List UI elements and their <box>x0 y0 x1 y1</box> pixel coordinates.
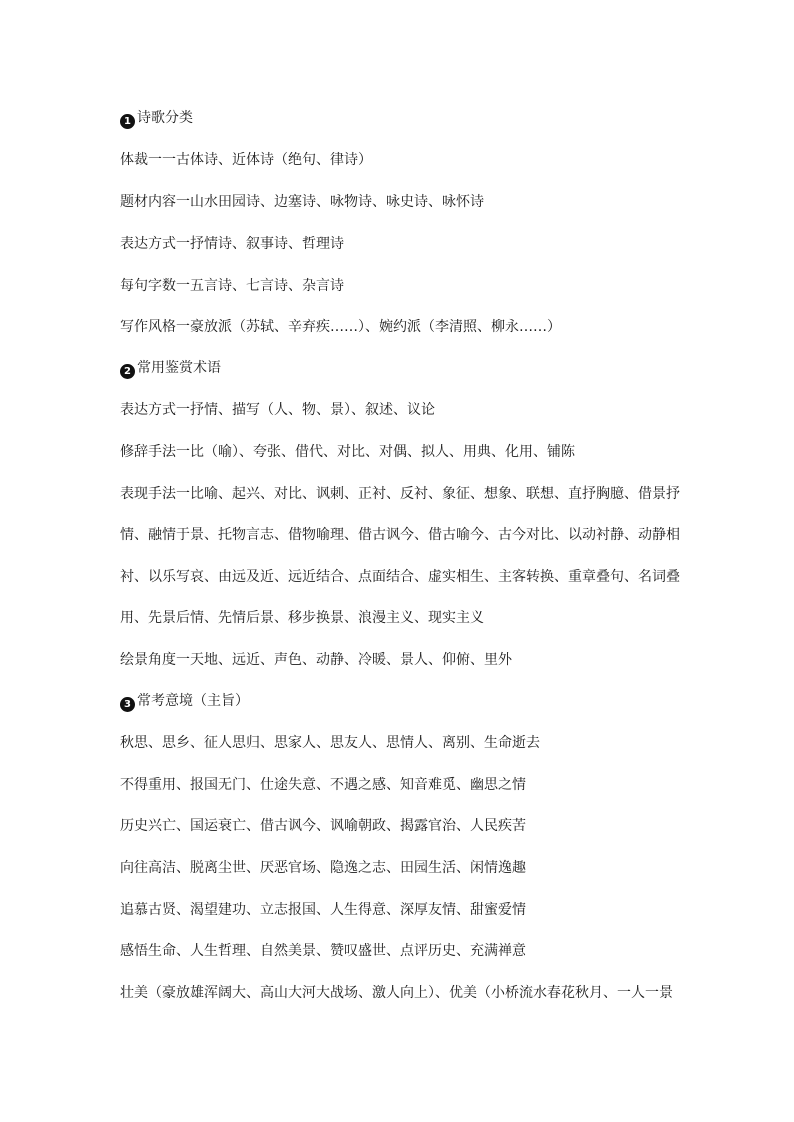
section-heading-2 <box>120 358 720 379</box>
text-line: 表达方式一抒情诗、叙事诗、哲理诗 <box>120 236 344 252</box>
text-line: 绘景角度一天地、远近、声色、动静、冷暖、景人、仰俯、里外 <box>120 652 512 668</box>
section-number-badge: 3 <box>120 697 135 712</box>
text-line: 向往高洁、脱离尘世、厌恶官场、隐逸之志、田园生活、闲情逸趣 <box>120 860 526 876</box>
text-line: 修辞手法一比（喻）、夸张、借代、对比、对偶、拟人、用典、化用、铺陈 <box>120 444 575 460</box>
text-line: 题材内容一山水田园诗、边塞诗、咏物诗、咏史诗、咏怀诗 <box>120 194 484 210</box>
text-line: 历史兴亡、国运衰亡、借古讽今、讽喻朝政、揭露官治、人民疾苦 <box>120 818 526 834</box>
text-line: 情、融情于景、托物言志、借物喻理、借古讽今、借古喻今、古今对比、以动衬静、动静相 <box>120 527 680 543</box>
text-line: 追慕古贤、渴望建功、立志报国、人生得意、深厚友情、甜蜜爱情 <box>120 902 526 918</box>
text-line: 壮美（豪放雄浑阔大、高山大河大战场、激人向上）、优美（小桥流水春花秋月、一人一景 <box>120 985 673 1001</box>
section-heading-3 <box>120 691 720 712</box>
text-line: 写作风格一豪放派（苏轼、辛弃疾……）、婉约派（李清照、柳永……） <box>120 319 561 335</box>
text-line: 感悟生命、人生哲理、自然美景、赞叹盛世、点评历史、充满禅意 <box>120 943 526 959</box>
text-line: 每句字数一五言诗、七言诗、杂言诗 <box>120 278 344 294</box>
text-line: 体裁一一古体诗、近体诗（绝句、律诗） <box>120 152 372 168</box>
text-line: 表现手法一比喻、起兴、对比、讽刺、正衬、反衬、象征、想象、联想、直抒胸臆、借景抒 <box>120 486 680 502</box>
section-number-badge: 2 <box>120 364 135 379</box>
section-title: 常考意境（主旨） <box>137 693 249 709</box>
section-title: 常用鉴赏术语 <box>137 360 221 376</box>
text-line: 衬、以乐写哀、由远及近、远近结合、点面结合、虚实相生、主客转换、重章叠句、名词叠 <box>120 569 680 585</box>
text-line: 表达方式一抒情、描写（人、物、景）、叙述、议论 <box>120 402 435 418</box>
section-heading-1 <box>120 108 720 129</box>
text-line: 不得重用、报国无门、仕途失意、不遇之感、知音难觅、幽思之情 <box>120 777 526 793</box>
text-line: 用、先景后情、先情后景、移步换景、浪漫主义、现实主义 <box>120 610 484 626</box>
section-title: 诗歌分类 <box>137 110 193 126</box>
section-number-badge: 1 <box>120 114 135 129</box>
text-line: 秋思、思乡、征人思归、思家人、思友人、思情人、离别、生命逝去 <box>120 735 540 751</box>
